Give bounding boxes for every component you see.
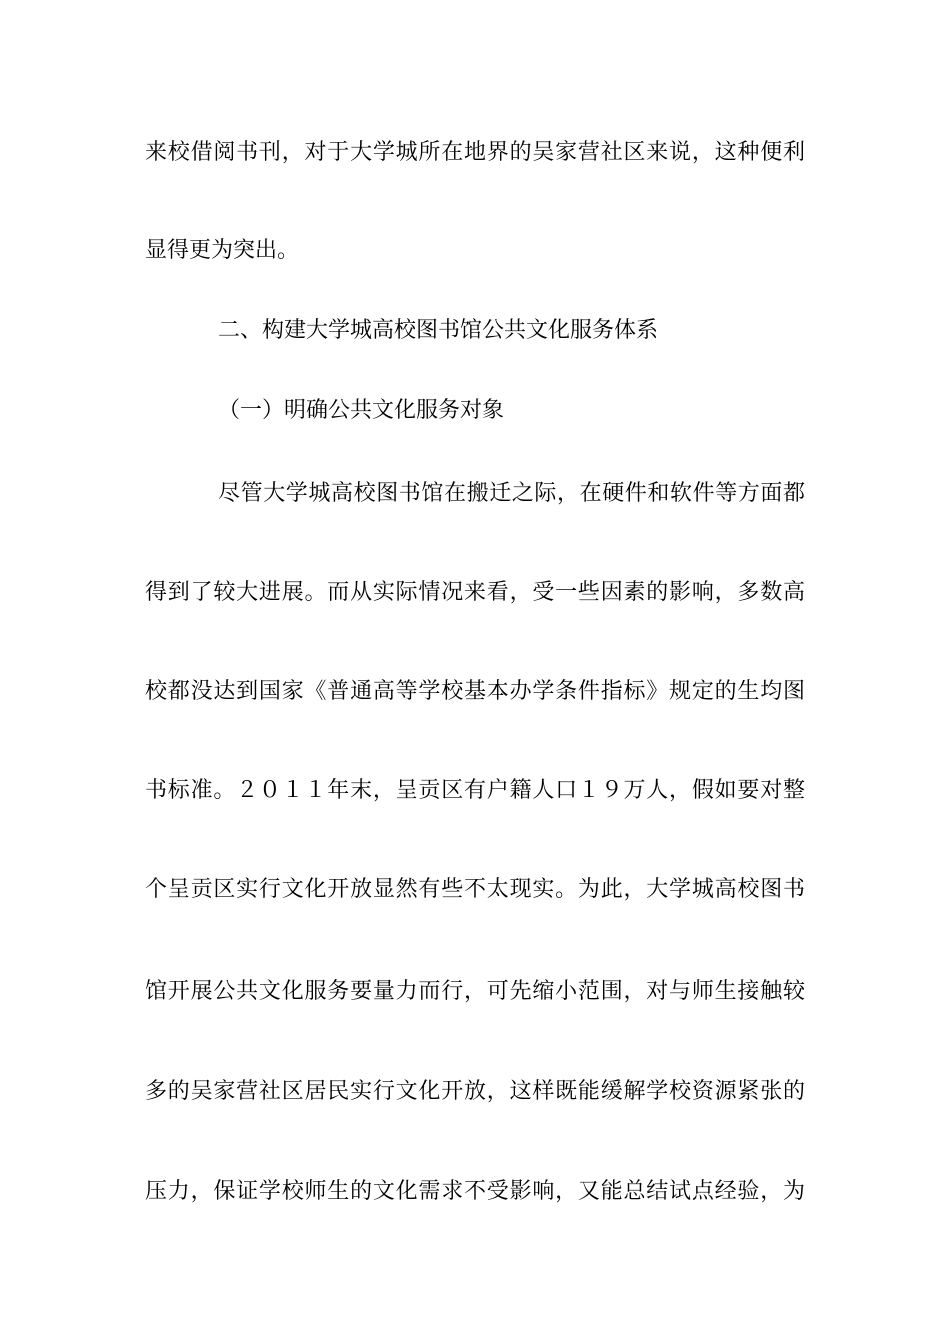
paragraph-line-8: 馆开展公共文化服务要量力而行，可先缩小范围，对与师生接触较 (145, 979, 805, 1004)
paragraph-line-3: 尽管大学城高校图书馆在搬迁之际，在硬件和软件等方面都 (218, 481, 805, 506)
section-heading: 二、构建大学城高校图书馆公共文化服务体系 (218, 318, 659, 343)
paragraph-line-4: 得到了较大进展。而从实际情况来看，受一些因素的影响，多数高 (145, 580, 805, 605)
paragraph-line-1: 来校借阅书刊，对于大学城所在地界的吴家营社区来说，这种便利 (145, 140, 805, 165)
paragraph-line-7: 个呈贡区实行文化开放显然有些不太现实。为此，大学城高校图书 (145, 877, 805, 902)
paragraph-line-2: 显得更为突出。 (145, 238, 300, 263)
subsection-heading: （一）明确公共文化服务对象 (218, 398, 505, 423)
paragraph-line-6: 书标准。２０１１年末，呈贡区有户籍人口１９万人，假如要对整 (145, 778, 805, 803)
paragraph-line-5: 校都没达到国家《普通高等学校基本办学条件指标》规定的生均图 (145, 679, 805, 704)
paragraph-line-9: 多的吴家营社区居民实行文化开放，这样既能缓解学校资源紧张的 (145, 1079, 805, 1104)
paragraph-line-10: 压力，保证学校师生的文化需求不受影响，又能总结试点经验，为 (145, 1179, 805, 1204)
